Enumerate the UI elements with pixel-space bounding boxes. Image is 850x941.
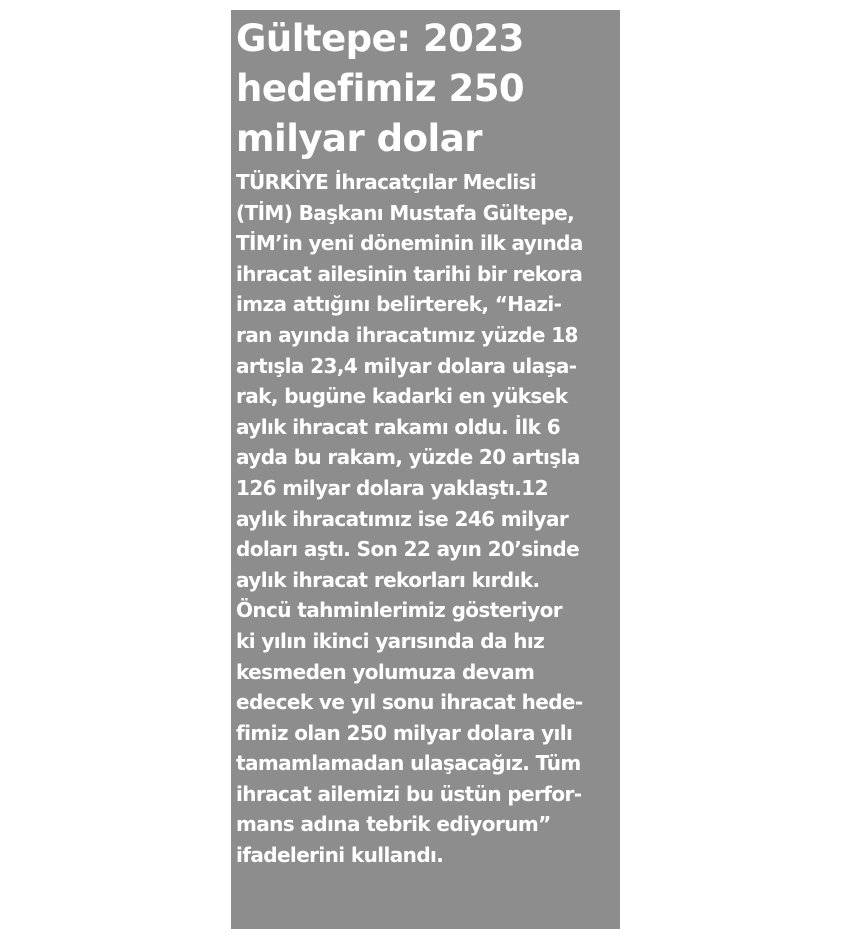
body-line: ayda bu rakam, yüzde 20 artışla [236,445,580,470]
body-line: aylık ihracat rekorları kırdık. [236,567,540,592]
body-line: aylık ihracat rakamı oldu. İlk 6 [236,414,561,439]
body-line: 126 milyar dolara yaklaştı.12 [236,475,548,500]
body-line: ihracat ailemizi bu üstün perfor- [236,781,582,806]
body-line: ran ayında ihracatımız yüzde 18 [236,322,578,347]
headline-line: hedefimiz 250 [236,67,525,110]
body-line: mans adına tebrik ediyorum” [236,812,551,837]
body-line: tamamlamadan ulaşacağız. Tüm [236,751,581,776]
body-line: edecek ve yıl sonu ihracat hede- [236,690,583,715]
body-line: TİM’in yeni döneminin ilk ayında [236,231,583,256]
body-line: ki yılın ikinci yarısında da hız [236,628,545,653]
body-line: ifadelerini kullandı. [236,843,444,868]
body-line: doları aştı. Son 22 ayın 20’sinde [236,537,580,562]
article-body [236,167,616,871]
news-clipping [231,10,620,929]
body-line: rak, bugüne kadarki en yüksek [236,384,568,409]
body-line: aylık ihracatımız ise 246 milyar [236,506,569,531]
body-line: fimiz olan 250 milyar dolara yılı [236,720,573,745]
body-line: imza attığını belirterek, “Hazi- [236,292,562,317]
headline-line: Gültepe: 2023 [236,17,524,60]
body-line: ihracat ailesinin tarihi bir rekora [236,261,583,286]
body-line: Öncü tahminlerimiz gösteriyor [236,598,563,623]
body-line: (TİM) Başkanı Mustafa Gültepe, [236,200,575,225]
body-line: artışla 23,4 milyar dolara ulaşa- [236,353,577,378]
headline [236,14,616,164]
body-line: TÜRKİYE İhracatçılar Meclisi [236,170,537,194]
body-line: kesmeden yolumuza devam [236,659,535,684]
headline-line: milyar dolar [236,117,482,160]
